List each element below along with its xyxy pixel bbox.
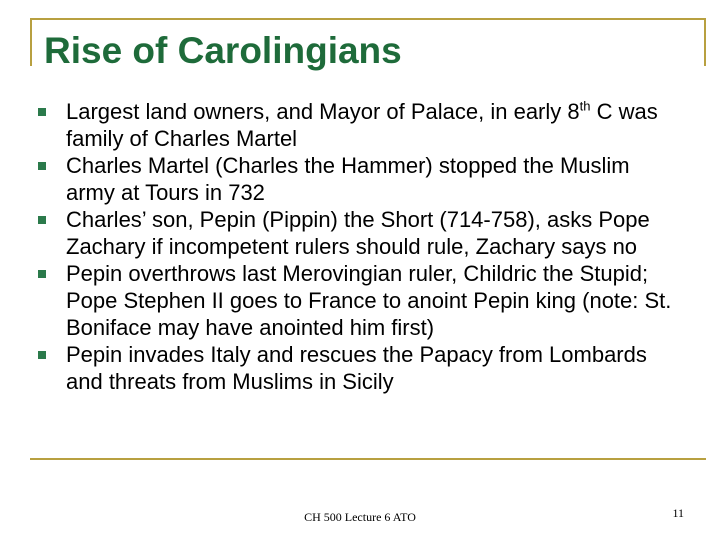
bullet-text: Largest land owners, and Mayor of Palace, in early 8th C was family of Charles Martel xyxy=(66,98,658,151)
bullet-text: Pepin overthrows last Merovingian ruler, Childric the Stupid; Pope Stephen II goes to France to anoint Pepin king (note: St. Boniface may have anointed him first) xyxy=(66,261,672,340)
bullet-text: Charles Martel (Charles the Hammer) stopped the Muslim army at Tours in 732 xyxy=(66,153,630,205)
bullet-item xyxy=(38,341,678,395)
bullet-item xyxy=(38,260,678,341)
square-bullet-icon xyxy=(38,216,46,224)
square-bullet-icon xyxy=(38,162,46,170)
bullet-item xyxy=(38,206,678,260)
bullet-text: Charles’ son, Pepin (Pippin) the Short (714-758), asks Pope Zachary if incompetent rulers should rule, Zachary says no xyxy=(66,207,650,259)
frame-left-rule xyxy=(30,18,32,66)
square-bullet-icon xyxy=(38,108,46,116)
bullet-item xyxy=(38,98,678,152)
page-number: 11 xyxy=(672,506,684,520)
slide-footer: CH 500 Lecture 6 ATO xyxy=(304,510,416,524)
square-bullet-icon xyxy=(38,270,46,278)
bullet-list xyxy=(38,98,678,395)
square-bullet-icon xyxy=(38,351,46,359)
bullet-text: Pepin invades Italy and rescues the Papacy from Lombards and threats from Muslims in Sicily xyxy=(66,342,647,394)
frame-right-rule xyxy=(704,18,706,66)
slide-title: Rise of Carolingians xyxy=(44,30,402,71)
frame-bottom-rule xyxy=(30,458,706,460)
frame-top-rule xyxy=(30,18,706,20)
bullet-item xyxy=(38,152,678,206)
